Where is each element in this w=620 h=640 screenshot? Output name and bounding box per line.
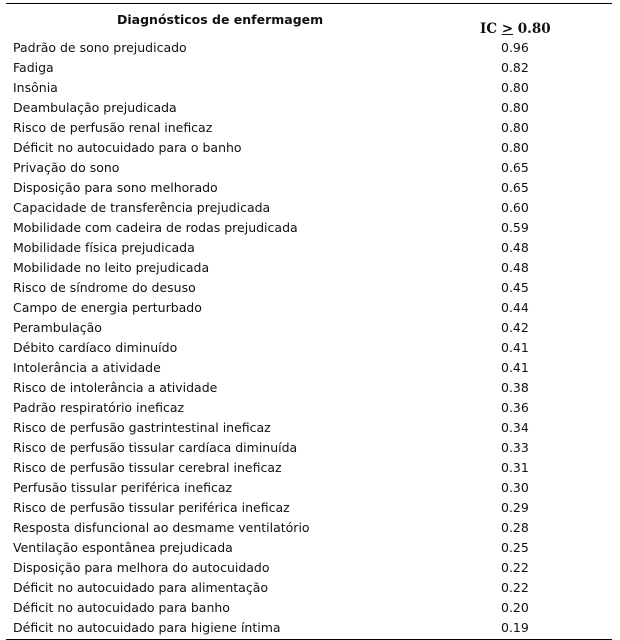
table-row <box>6 438 612 458</box>
diagnosis-name: Déficit no autocuidado para o banho <box>13 140 242 155</box>
ic-value: 0.65 <box>501 160 529 175</box>
ic-value: 0.80 <box>501 120 529 135</box>
header-ic <box>480 21 551 37</box>
table-row <box>6 398 612 418</box>
ic-value: 0.41 <box>501 360 529 375</box>
diagnosis-name: Perfusão tissular periférica ineficaz <box>13 480 233 495</box>
table-row <box>6 578 612 598</box>
diagnosis-name: Perambulação <box>13 320 102 335</box>
ic-value: 0.60 <box>501 200 529 215</box>
diagnosis-name: Risco de perfusão renal ineficaz <box>13 120 213 135</box>
table-row <box>6 78 612 98</box>
diagnosis-name: Disposição para sono melhorado <box>13 180 218 195</box>
ic-value: 0.28 <box>501 520 529 535</box>
diagnosis-name: Ventilação espontânea prejudicada <box>13 540 233 555</box>
diagnosis-name: Resposta disfuncional ao desmame ventilatório <box>13 520 310 535</box>
table-row <box>6 58 612 78</box>
ic-value: 0.45 <box>501 280 529 295</box>
diagnosis-name: Déficit no autocuidado para higiene íntima <box>13 620 281 635</box>
diagnosis-name: Risco de perfusão tissular cerebral ineficaz <box>13 460 282 475</box>
ic-value: 0.34 <box>501 420 529 435</box>
table-row <box>6 458 612 478</box>
ic-value: 0.41 <box>501 340 529 355</box>
table-row <box>6 318 612 338</box>
header-ic-symbol: > <box>501 21 514 37</box>
ic-value: 0.42 <box>501 320 529 335</box>
ic-value: 0.31 <box>501 460 529 475</box>
table-row <box>6 158 612 178</box>
diagnosis-name: Campo de energia perturbado <box>13 300 202 315</box>
ic-value: 0.80 <box>501 80 529 95</box>
ic-value: 0.22 <box>501 580 529 595</box>
ic-value: 0.65 <box>501 180 529 195</box>
diagnosis-name: Déficit no autocuidado para alimentação <box>13 580 269 595</box>
table-header <box>6 4 612 38</box>
table-row <box>6 338 612 358</box>
diagnosis-name: Risco de síndrome do desuso <box>13 280 196 295</box>
table-row <box>6 518 612 538</box>
table-row <box>6 118 612 138</box>
table-row <box>6 298 612 318</box>
diagnosis-name: Risco de perfusão tissular periférica ineficaz <box>13 500 290 515</box>
table-row <box>6 498 612 518</box>
ic-value: 0.20 <box>501 600 529 615</box>
table-row <box>6 538 612 558</box>
table-row <box>6 38 612 58</box>
ic-value: 0.33 <box>501 440 529 455</box>
diagnosis-name: Risco de perfusão tissular cardíaca diminuída <box>13 440 298 455</box>
table-row <box>6 478 612 498</box>
ic-value: 0.25 <box>501 540 529 555</box>
diagnosis-name: Deambulação prejudicada <box>13 100 177 115</box>
table-row <box>6 558 612 578</box>
table-row <box>6 258 612 278</box>
table-body <box>6 38 612 638</box>
table-row <box>6 358 612 378</box>
diagnosis-name: Padrão de sono prejudicado <box>13 40 187 55</box>
table-row <box>6 198 612 218</box>
ic-value: 0.48 <box>501 240 529 255</box>
table-row <box>6 418 612 438</box>
header-diagnosis: Diagnósticos de enfermagem <box>117 12 324 27</box>
table-row <box>6 138 612 158</box>
diagnosis-name: Débito cardíaco diminuído <box>13 340 178 355</box>
table-row <box>6 98 612 118</box>
ic-value: 0.82 <box>501 60 529 75</box>
ic-value: 0.38 <box>501 380 529 395</box>
table-row <box>6 178 612 198</box>
diagnosis-name: Mobilidade no leito prejudicada <box>13 260 210 275</box>
ic-value: 0.29 <box>501 500 529 515</box>
ic-value: 0.30 <box>501 480 529 495</box>
diagnosis-name: Insônia <box>13 80 58 95</box>
ic-value: 0.19 <box>501 620 529 635</box>
diagnosis-name: Mobilidade física prejudicada <box>13 240 195 255</box>
ic-value: 0.80 <box>501 100 529 115</box>
diagnosis-name: Risco de intolerância a atividade <box>13 380 218 395</box>
table-row <box>6 218 612 238</box>
diagnosis-name: Déficit no autocuidado para banho <box>13 600 230 615</box>
diagnosis-name: Fadiga <box>13 60 54 75</box>
ic-value: 0.48 <box>501 260 529 275</box>
ic-value: 0.80 <box>501 140 529 155</box>
table-row <box>6 598 612 618</box>
ic-value: 0.44 <box>501 300 529 315</box>
diagnosis-table <box>6 3 612 640</box>
diagnosis-name: Disposição para melhora do autocuidado <box>13 560 270 575</box>
diagnosis-name: Padrão respiratório ineficaz <box>13 400 185 415</box>
diagnosis-name: Capacidade de transferência prejudicada <box>13 200 271 215</box>
diagnosis-name: Intolerância a atividade <box>13 360 161 375</box>
table-row <box>6 618 612 638</box>
diagnosis-name: Privação do sono <box>13 160 120 175</box>
header-ic-value: 0.80 <box>513 21 551 37</box>
table-row <box>6 378 612 398</box>
ic-value: 0.22 <box>501 560 529 575</box>
ic-value: 0.59 <box>501 220 529 235</box>
header-ic-prefix: IC <box>480 21 502 37</box>
ic-value: 0.96 <box>501 40 529 55</box>
ic-value: 0.36 <box>501 400 529 415</box>
table-row <box>6 278 612 298</box>
diagnosis-name: Mobilidade com cadeira de rodas prejudicada <box>13 220 298 235</box>
diagnosis-name: Risco de perfusão gastrintestinal ineficaz <box>13 420 271 435</box>
table-row <box>6 238 612 258</box>
